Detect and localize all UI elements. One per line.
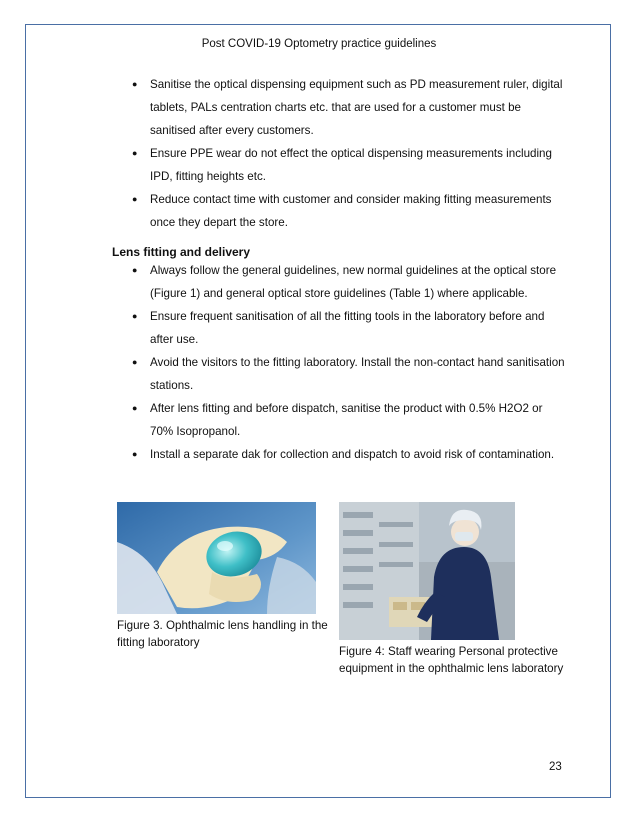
bullet-item: ● Ensure PPE wear do not effect the optical dispensing measurements including IPD, fitting heights etc. bbox=[118, 142, 568, 188]
lab-staff-illustration bbox=[339, 502, 515, 640]
bullet-item: ● Sanitise the optical dispensing equipment such as PD measurement ruler, digital tablets, PALs centration charts etc. that are used for a customer must be sanitised after every customers. bbox=[118, 73, 568, 142]
figure-4-caption: Figure 4: Staff wearing Personal protective equipment in the ophthalmic lens laboratory bbox=[339, 645, 564, 675]
figure-3 bbox=[117, 502, 332, 651]
bullet-item: ● Reduce contact time with customer and consider making fitting measurements once they depart the store. bbox=[118, 188, 568, 234]
bullet-item: ● Always follow the general guidelines, new normal guidelines at the optical store (Figure 1) and general optical store guidelines (Table 1) where applicable. bbox=[118, 259, 568, 305]
section-heading: Lens fitting and delivery bbox=[112, 245, 251, 259]
bullet-item: ● After lens fitting and before dispatch, sanitise the product with 0.5% H2O2 or 70% Isopropanol. bbox=[118, 397, 568, 443]
page-number: 23 bbox=[549, 761, 562, 773]
bullet-item: ● Ensure frequent sanitisation of all the fitting tools in the laboratory before and after use. bbox=[118, 305, 568, 351]
dispensing-section bbox=[118, 73, 568, 234]
dispensing-bullet-list bbox=[118, 73, 568, 234]
bullet-item: ● Avoid the visitors to the fitting laboratory. Install the non-contact hand sanitisation stations. bbox=[118, 351, 568, 397]
lens-fitting-section bbox=[118, 259, 568, 466]
lens-handling-photo bbox=[117, 502, 316, 614]
figure-3-caption: Figure 3. Ophthalmic lens handling in the fitting laboratory bbox=[117, 619, 328, 649]
lens-fitting-bullet-list bbox=[118, 259, 568, 466]
ppe-staff-photo bbox=[339, 502, 515, 640]
bullet-item: ● Install a separate dak for collection and dispatch to avoid risk of contamination. bbox=[118, 443, 568, 466]
running-header: Post COVID-19 Optometry practice guidelines bbox=[201, 38, 437, 50]
lens-handling-illustration bbox=[117, 502, 316, 614]
figure-4 bbox=[339, 502, 571, 677]
